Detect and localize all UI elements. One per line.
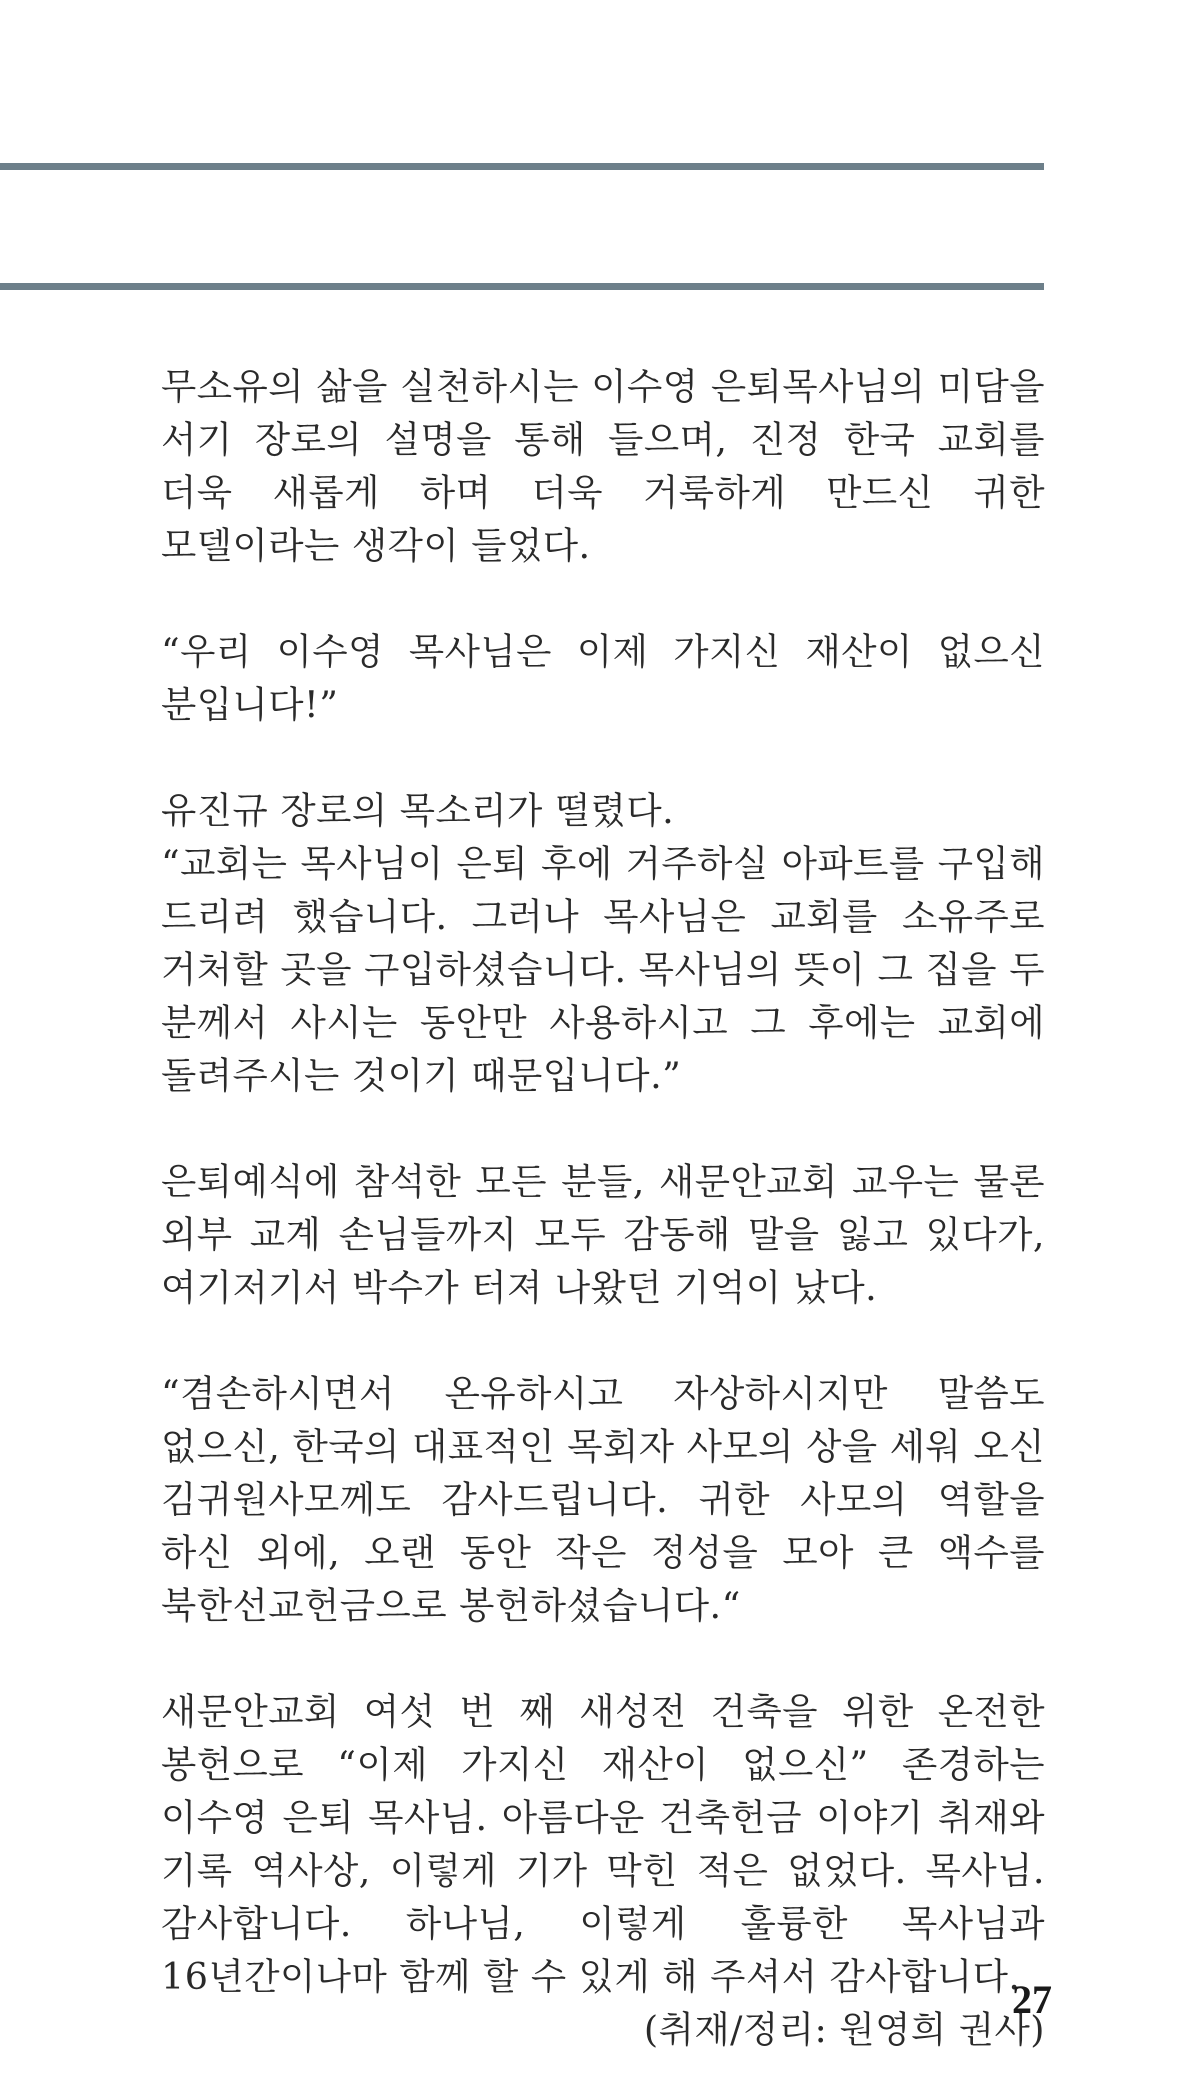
- paragraph-retirement-ceremony: 은퇴예식에 참석한 모든 분들, 새문안교회 교우는 물론 외부 교계 손님들까지 모두 감동해 말을 잃고 있다가, 여기저기서 박수가 터져 나왔던 기억이 났다.: [161, 1160, 1045, 1309]
- page-number: 27: [1012, 1977, 1052, 2022]
- paragraph-quote-elder: “우리 이수영 목사님은 이제 가지신 재산이 없으신 분입니다!”: [161, 630, 1045, 726]
- paragraph-apartment-quote: “교회는 목사님이 은퇴 후에 거주하실 아파트를 구입해 드리려 했습니다. 그러나 목사님은 교회를 소유주로 거처할 곳을 구입하셨습니다. 목사님의 뜻이 그 집을 두 분께서 사시는 동안만 사용하시고 그 후에는 교회에 돌려주시는 것이기 때문입니다.”: [161, 842, 1045, 1097]
- paragraph-elder-voice: 유진규 장로의 목소리가 떨렸다.: [161, 789, 675, 832]
- header-divider: [0, 283, 1044, 290]
- byline-credit: (취재/정리: 원영희 권사): [643, 2008, 1045, 2051]
- top-divider: [0, 163, 1044, 170]
- paragraph-intro: 무소유의 삶을 실천하시는 이수영 은퇴목사님의 미담을 서기 장로의 설명을 통해 들으며, 진정 한국 교회를 더욱 새롭게 하며 더욱 거룩하게 만드신 귀한 모델이라는 생각이 들었다.: [161, 365, 1045, 567]
- paragraph-closing: 새문안교회 여섯 번 째 새성전 건축을 위한 온전한 봉헌으로 “이제 가지신 재산이 없으신” 존경하는 이수영 은퇴 목사님. 아름다운 건축헌금 이야기 취재와 기록 역사상, 이렇게 기가 막힌 적은 없었다. 목사님. 감사합니다. 하나님, 이렇게 훌륭한 목사님과 16년간이나마 함께 할 수 있게 해 주셔서 감사합니다.: [161, 1690, 1045, 1998]
- paragraph-wife-quote: “겸손하시면서 온유하시고 자상하시지만 말씀도 없으신, 한국의 대표적인 목회자 사모의 상을 세워 오신 김귀원사모께도 감사드립니다. 귀한 사모의 역할을 하신 외에, 오랜 동안 작은 정성을 모아 큰 액수를 북한선교헌금으로 봉헌하셨습니다.“: [161, 1372, 1045, 1627]
- article-body: [161, 360, 1045, 2056]
